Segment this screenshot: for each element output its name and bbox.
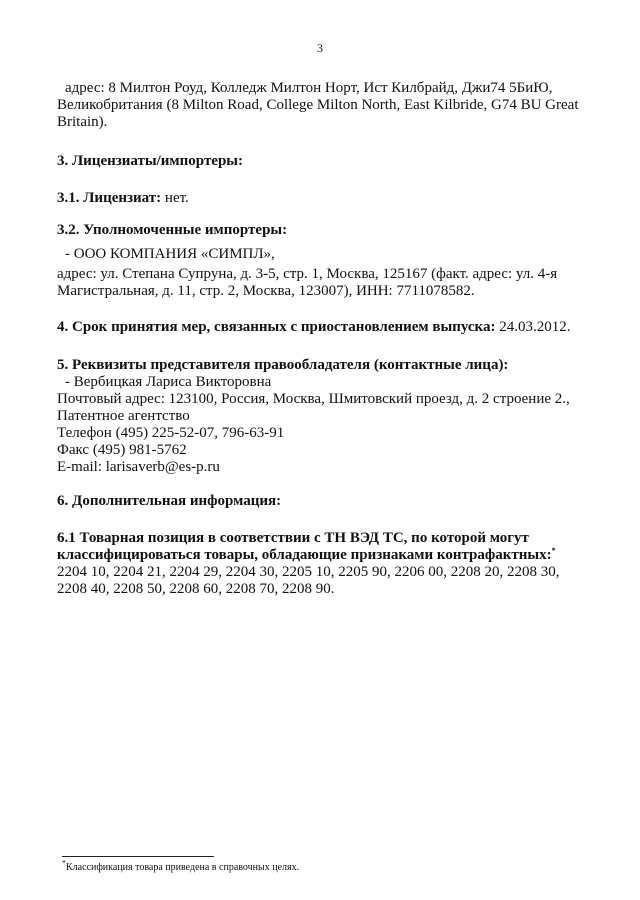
licensee-label: 3.1. Лицензиат:	[57, 190, 162, 206]
address-line: Britain).	[57, 114, 108, 130]
section-6-1-heading-text: классифицироваться товары, обладающие признаками контрафактных:	[57, 547, 552, 563]
address-block	[57, 80, 595, 97]
section-6-heading: 6. Дополнительная информация:	[57, 493, 282, 509]
footnote-mark: *	[62, 858, 66, 868]
section-6-1-heading-line-2	[57, 547, 587, 564]
tnved-codes-line: 2204 10, 2204 21, 2204 29, 2204 30, 2205 10, 2205 90, 2206 00, 2208 20, 2208 30,	[57, 564, 560, 580]
footnote	[62, 858, 300, 874]
postal-address-line: Патентное агентство	[57, 408, 190, 424]
tnved-codes-line: 2208 40, 2208 50, 2208 60, 2208 70, 2208 90.	[57, 581, 335, 597]
term-label: 4. Срок принятия мер, связанных с приостановлением выпуска:	[57, 319, 496, 335]
postal-address-line: Почтовый адрес: 123100, Россия, Москва, Шмитовский проезд, д. 2 строение 2.,	[57, 391, 570, 407]
importer-block	[57, 246, 587, 300]
phone: Телефон (495) 225-52-07, 796-63-91	[57, 425, 285, 441]
page-number: 3	[317, 41, 323, 55]
address-line: адрес: 8 Милтон Роуд, Колледж Милтон Норт, Ист Килбрайд, Джи74 5БиЮ,	[65, 80, 553, 96]
section-4	[57, 319, 587, 336]
section-6-1	[57, 530, 587, 598]
footnote-reference: *	[551, 546, 556, 555]
section-5-heading: 5. Реквизиты представителя правообладателя (контактные лица):	[57, 357, 509, 373]
section-5	[57, 357, 587, 476]
importer-company: - ООО КОМПАНИЯ «СИМПЛ»,	[65, 246, 275, 262]
importer-address-line: Магистральная, д. 11, стр. 2, Москва, 123007), ИНН: 7711078582.	[57, 283, 475, 299]
section-3-heading: 3. Лицензиаты/импортеры:	[57, 153, 244, 169]
address-block-cont	[57, 97, 587, 131]
licensee-value: нет.	[161, 190, 189, 206]
address-line: Великобритания (8 Milton Road, College Milton North, East Kilbride, G74 BU Great	[57, 97, 579, 113]
term-value: 24.03.2012.	[495, 319, 571, 335]
section-3-2-heading: 3.2. Уполномоченные импортеры:	[57, 222, 288, 238]
section-6-1-heading-line: 6.1 Товарная позиция в соответствии с ТН ВЭД ТС, по которой могут	[57, 530, 529, 546]
importer-address-line: адрес: ул. Степана Супруна, д. 3-5, стр. 1, Москва, 125167 (факт. адрес: ул. 4-я	[57, 266, 558, 282]
email: E-mail: larisaverb@es-p.ru	[57, 459, 220, 475]
fax: Факс (495) 981-5762	[57, 442, 187, 458]
footnote-divider	[62, 856, 214, 857]
section-3-1	[57, 190, 587, 207]
contact-person: - Вербицкая Лариса Викторовна	[65, 374, 272, 390]
footnote-text: Классификация товара приведена в справочных целях.	[66, 862, 300, 873]
